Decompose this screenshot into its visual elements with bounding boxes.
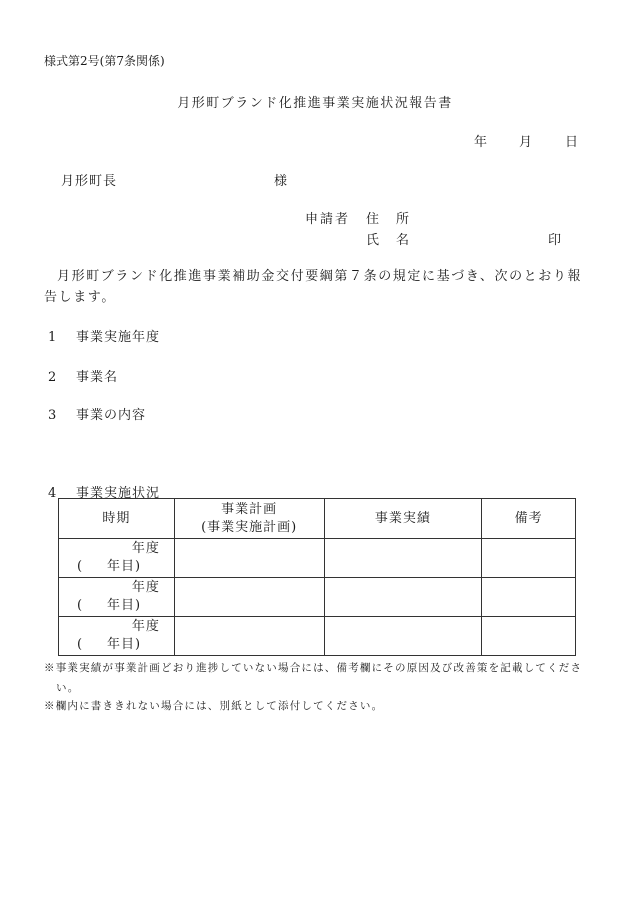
section-label: 事業実施状況: [76, 486, 161, 501]
section-number: 1: [48, 330, 58, 345]
plan-cell[interactable]: [174, 539, 324, 578]
implementation-status-table: [58, 498, 576, 656]
results-cell[interactable]: [324, 617, 482, 656]
section-item: [48, 326, 160, 345]
header-plan-line2: (事業実施計画): [201, 519, 298, 535]
header-remarks: 備考: [482, 499, 576, 539]
section-number: 4: [48, 486, 58, 501]
fiscal-year-label: 年度: [131, 580, 160, 595]
plan-cell[interactable]: [174, 578, 324, 617]
section-label: 事業実施年度: [76, 330, 161, 345]
header-plan: [174, 499, 324, 539]
table-row: [59, 539, 576, 578]
table-header-row: [59, 499, 576, 539]
date-month-label: 月: [519, 135, 534, 150]
section-label: 事業名: [76, 370, 119, 385]
year-count-line: [59, 597, 174, 615]
section-number: 3: [48, 408, 58, 423]
remarks-cell[interactable]: [482, 617, 576, 656]
fiscal-year-label: 年度: [131, 541, 160, 556]
results-cell[interactable]: [324, 578, 482, 617]
header-period: 時期: [59, 499, 175, 539]
open-paren: (: [77, 598, 84, 613]
header-results: 事業実績: [324, 499, 482, 539]
year-count-label: 年目): [107, 598, 142, 613]
remarks-cell[interactable]: [482, 539, 576, 578]
footnote: ※事業実績が事業計画どおり進捗していない場合には、備考欄にその原因及び改善策を記載してください。: [44, 662, 583, 694]
section-item: [48, 404, 146, 423]
remarks-cell[interactable]: [482, 578, 576, 617]
section-number: 2: [48, 370, 58, 385]
open-paren: (: [77, 637, 84, 652]
addressee-honorific: 様: [274, 174, 289, 189]
date-year-label: 年: [474, 135, 489, 150]
applicant-address-label: 住 所: [366, 212, 412, 227]
table-row: [59, 617, 576, 656]
fiscal-year-label: 年度: [131, 619, 160, 634]
period-cell: [59, 578, 175, 617]
year-count-label: 年目): [107, 559, 142, 574]
year-count-line: [59, 558, 174, 576]
results-cell[interactable]: [324, 539, 482, 578]
header-plan-line1: 事業計画: [221, 501, 278, 517]
open-paren: (: [77, 559, 84, 574]
form-number: 様式第2号(第7条関係): [44, 54, 165, 68]
plan-cell[interactable]: [174, 617, 324, 656]
footnote: ※欄内に書ききれない場合には、別紙として添付してください。: [44, 700, 384, 712]
section-item: [48, 366, 118, 385]
table-row: [59, 578, 576, 617]
addressee-name: 月形町長: [61, 174, 118, 189]
date-day-label: 日: [565, 135, 580, 150]
year-count-line: [59, 636, 174, 654]
section-label: 事業の内容: [76, 408, 147, 423]
body-paragraph: 月形町ブランド化推進事業補助金交付要綱第７条の規定に基づき、次のとおり報告します。: [44, 269, 583, 305]
document-title: 月形町ブランド化推進事業実施状況報告書: [177, 96, 453, 111]
period-cell: [59, 539, 175, 578]
applicant-name-label: 氏 名: [366, 233, 412, 248]
seal-mark-label: 印: [548, 233, 563, 248]
applicant-label: 申請者: [305, 212, 351, 227]
period-cell: [59, 617, 175, 656]
year-count-label: 年目): [107, 637, 142, 652]
